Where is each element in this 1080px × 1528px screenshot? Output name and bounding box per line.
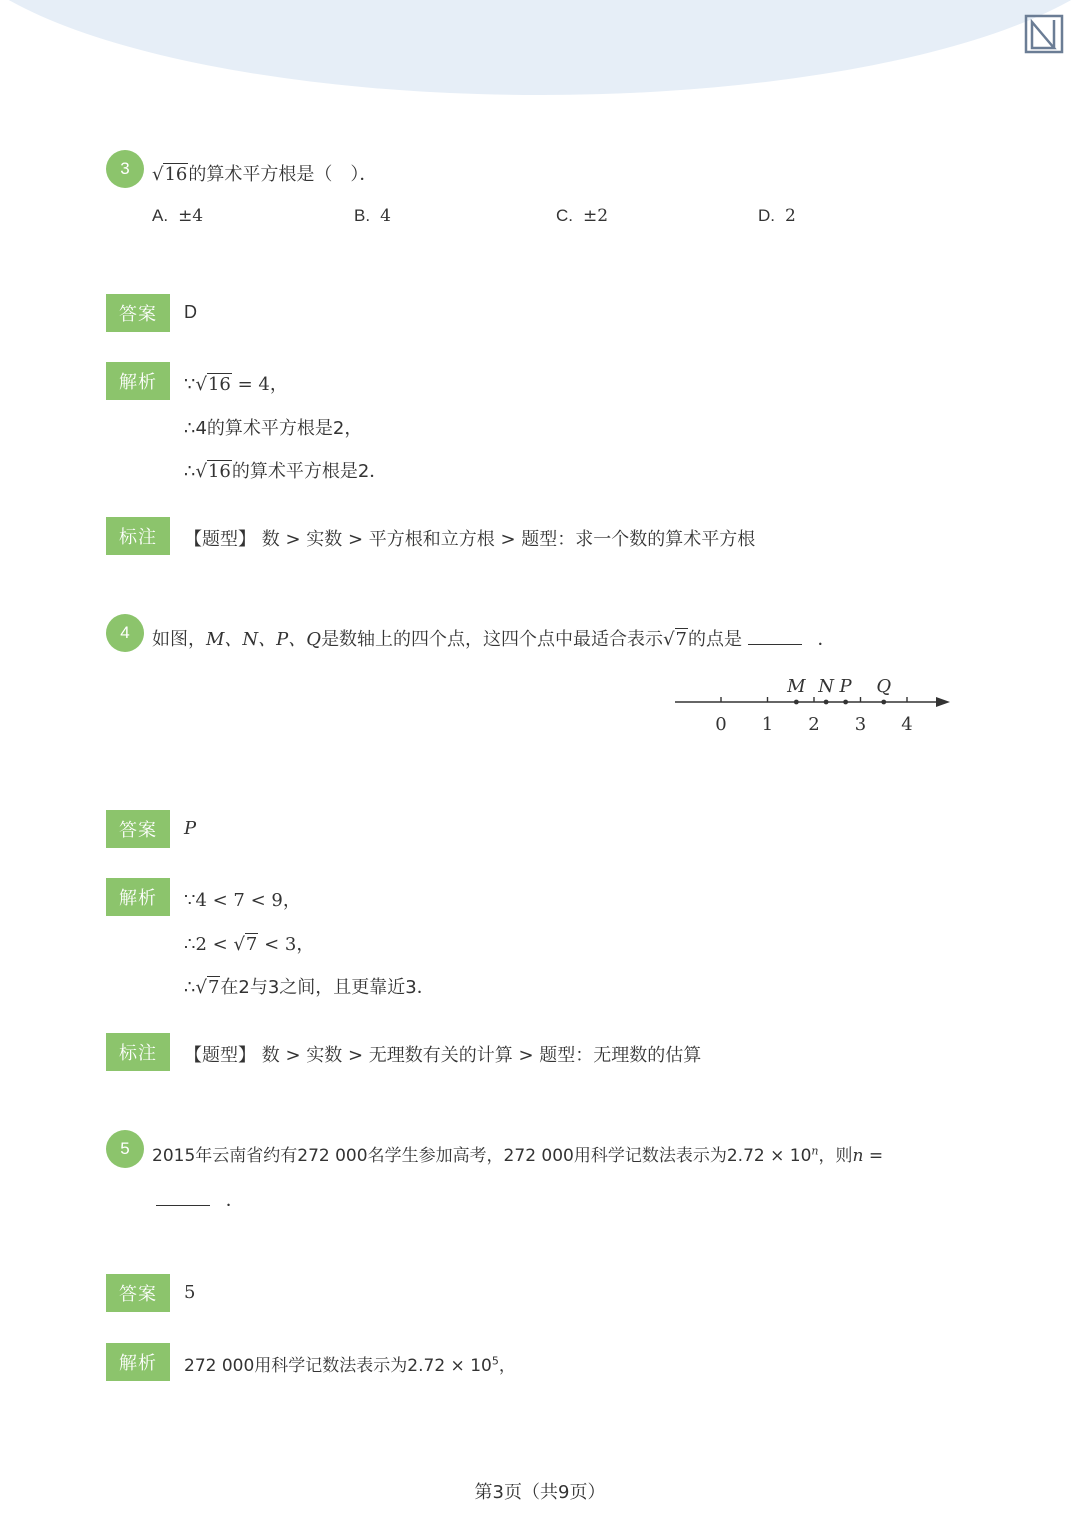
question-stem: √16的算术平方根是（ ）． — [152, 164, 378, 185]
number-line-tick-label: 1 — [761, 714, 774, 735]
number-line-point — [794, 700, 799, 705]
answer-value: 5 — [184, 1282, 196, 1303]
answer-blank[interactable] — [748, 627, 802, 645]
number-line-point — [881, 700, 886, 705]
answer-value: D — [184, 302, 197, 322]
analysis-line: ∵4 < 7 < 9， — [184, 890, 301, 911]
number-line-point-label: N — [818, 676, 834, 697]
question-stem: 2015年云南省约有272 000名学生参加高考，272 000用科学记数法表示为$2.72 \times 10^n$，则n = — [152, 1144, 884, 1166]
question-number: 4 — [106, 614, 144, 652]
answer-tag: 答案 — [106, 810, 170, 848]
analysis-tag: 解析 — [106, 362, 170, 400]
answer-tag: 答案 — [106, 294, 170, 332]
header-decoration — [0, 0, 1080, 95]
number-line-point — [843, 700, 848, 705]
note-text: 【题型】 数 > 实数 > 无理数有关的计算 > 题型：无理数的估算 — [184, 1045, 702, 1066]
number-line-tick-label: 2 — [808, 714, 820, 735]
number-line-tick-label: 0 — [715, 714, 727, 735]
number-line-point-label: M — [787, 676, 806, 697]
sqrt-expression: √16 — [152, 164, 188, 185]
question-stem: 如图，M、N、P、Q是数轴上的四个点，这四个点中最适合表示√7的点是 ． — [152, 629, 836, 650]
number-line-point-label: Q — [876, 676, 892, 697]
analysis-line: ∴√16的算术平方根是2． — [184, 461, 388, 482]
question-stem-continued: ． — [156, 1186, 244, 1212]
number-line-point — [824, 700, 829, 705]
question-number: 3 — [106, 150, 144, 188]
option-a[interactable]: A. ±4 — [152, 206, 204, 226]
answer-tag: 答案 — [106, 1274, 170, 1312]
note-tag: 标注 — [106, 517, 170, 555]
analysis-tag: 解析 — [106, 1343, 170, 1381]
analysis-line: ∴2 < √7 < 3， — [184, 934, 315, 955]
answer-value: P — [184, 818, 197, 839]
logo-icon — [1024, 14, 1064, 54]
note-text: 【题型】 数 > 实数 > 平方根和立方根 > 题型：求一个数的算术平方根 — [184, 529, 756, 550]
number-line-point-label: P — [839, 676, 852, 697]
analysis-line: ∵√16 = 4， — [184, 374, 288, 395]
analysis-line: ∴√7在2与3之间，且更靠近3． — [184, 977, 435, 998]
analysis-line: ∴4的算术平方根是2， — [184, 418, 363, 439]
number-line-tick-label: 3 — [854, 714, 867, 735]
arrow-icon — [936, 697, 950, 707]
number-line-figure — [670, 668, 960, 740]
answer-blank[interactable] — [156, 1188, 210, 1206]
analysis-line: 272 000用科学记数法表示为$2.72 \times 10^5$， — [184, 1354, 516, 1376]
analysis-tag: 解析 — [106, 878, 170, 916]
option-d[interactable]: D. 2 — [758, 206, 796, 226]
option-c[interactable]: C. ±2 — [556, 206, 609, 226]
option-b[interactable]: B. 4 — [354, 206, 391, 226]
number-line-tick-label: 4 — [901, 714, 913, 735]
page-number: 第3页（共9页） — [474, 1482, 606, 1503]
note-tag: 标注 — [106, 1033, 170, 1071]
question-number: 5 — [106, 1130, 144, 1168]
